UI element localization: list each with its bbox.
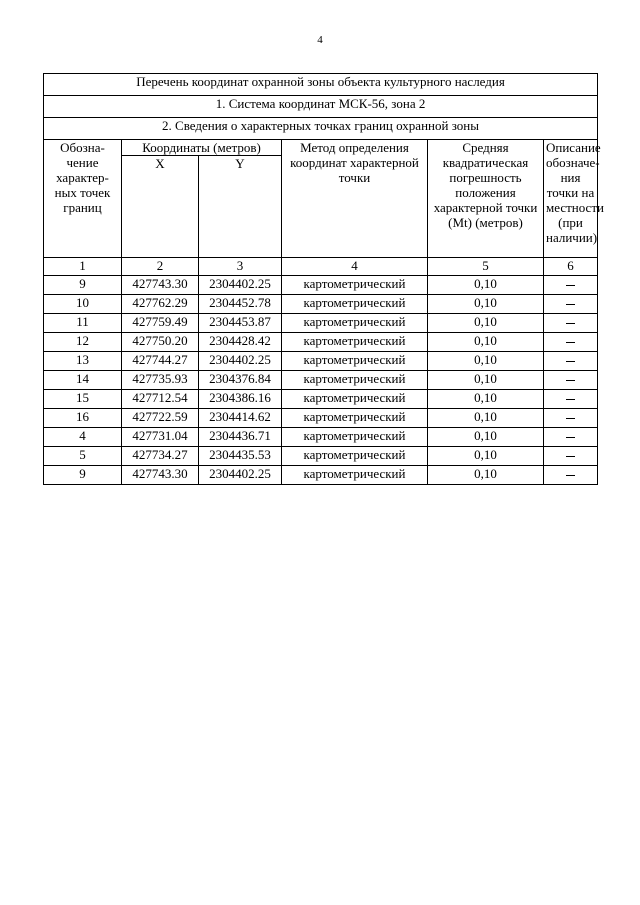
- x-cell: 427750.20: [122, 333, 199, 352]
- x-cell: 427712.54: [122, 390, 199, 409]
- x-cell: 427759.49: [122, 314, 199, 333]
- y-cell: 2304452.78: [199, 295, 282, 314]
- table-row: [44, 409, 598, 428]
- y-cell: 2304414.62: [199, 409, 282, 428]
- coordinates-table: [43, 73, 604, 485]
- header-method: Метод определения координат характерной точки: [282, 140, 428, 258]
- method-cell: картометрический: [282, 409, 428, 428]
- y-cell: 2304376.84: [199, 371, 282, 390]
- description-cell: [544, 390, 598, 409]
- error-cell: 0,10: [428, 447, 544, 466]
- point-cell: 4: [44, 428, 122, 447]
- x-cell: 427734.27: [122, 447, 199, 466]
- error-cell: 0,10: [428, 314, 544, 333]
- dash-mark: [566, 361, 575, 362]
- dash-mark: [566, 456, 575, 457]
- method-cell: картометрический: [282, 466, 428, 485]
- header-point-label: Обозна-чение характер-ных точек границ: [44, 140, 122, 258]
- dash-mark: [566, 418, 575, 419]
- description-cell: [544, 466, 598, 485]
- point-cell: 5: [44, 447, 122, 466]
- description-cell: [544, 371, 598, 390]
- x-cell: 427731.04: [122, 428, 199, 447]
- method-cell: картометрический: [282, 371, 428, 390]
- header-description: Описание обозначе-ния точки на местности (при наличии): [544, 140, 598, 258]
- section-1-heading: 1. Система координат МСК-56, зона 2: [44, 96, 598, 118]
- description-cell: [544, 409, 598, 428]
- x-cell: 427735.93: [122, 371, 199, 390]
- method-cell: картометрический: [282, 314, 428, 333]
- table-row: [44, 466, 598, 485]
- method-cell: картометрический: [282, 295, 428, 314]
- dash-mark: [566, 285, 575, 286]
- description-cell: [544, 276, 598, 295]
- error-cell: 0,10: [428, 371, 544, 390]
- dash-mark: [566, 380, 575, 381]
- dash-mark: [566, 304, 575, 305]
- point-cell: 14: [44, 371, 122, 390]
- x-cell: 427743.30: [122, 466, 199, 485]
- error-cell: 0,10: [428, 390, 544, 409]
- table-title: Перечень координат охранной зоны объекта культурного наследия: [44, 74, 598, 96]
- method-cell: картометрический: [282, 352, 428, 371]
- dash-mark: [566, 399, 575, 400]
- y-cell: 2304428.42: [199, 333, 282, 352]
- page-number: 4: [317, 34, 323, 46]
- description-cell: [544, 447, 598, 466]
- method-cell: картометрический: [282, 276, 428, 295]
- column-number: 4: [282, 258, 428, 276]
- dash-mark: [566, 342, 575, 343]
- point-cell: 12: [44, 333, 122, 352]
- section-1-row: [44, 96, 598, 118]
- header-coordinates: Координаты (метров): [122, 140, 282, 156]
- y-cell: 2304402.25: [199, 466, 282, 485]
- x-cell: 427744.27: [122, 352, 199, 371]
- description-cell: [544, 333, 598, 352]
- error-cell: 0,10: [428, 428, 544, 447]
- table-row: [44, 447, 598, 466]
- method-cell: картометрический: [282, 390, 428, 409]
- header-y: Y: [199, 156, 282, 258]
- table-row: [44, 428, 598, 447]
- y-cell: 2304435.53: [199, 447, 282, 466]
- method-cell: картометрический: [282, 447, 428, 466]
- error-cell: 0,10: [428, 333, 544, 352]
- point-cell: 9: [44, 276, 122, 295]
- point-cell: 10: [44, 295, 122, 314]
- table-row: [44, 333, 598, 352]
- point-cell: 16: [44, 409, 122, 428]
- description-cell: [544, 352, 598, 371]
- coordinates-table-body: [44, 74, 604, 485]
- column-number: 1: [44, 258, 122, 276]
- error-cell: 0,10: [428, 409, 544, 428]
- error-cell: 0,10: [428, 276, 544, 295]
- x-cell: 427762.29: [122, 295, 199, 314]
- error-cell: 0,10: [428, 466, 544, 485]
- point-cell: 13: [44, 352, 122, 371]
- header-x: X: [122, 156, 199, 258]
- table-row: [44, 390, 598, 409]
- dash-mark: [566, 323, 575, 324]
- table-row: [44, 295, 598, 314]
- dash-mark: [566, 437, 575, 438]
- point-cell: 9: [44, 466, 122, 485]
- section-2-heading: 2. Сведения о характерных точках границ охранной зоны: [44, 118, 598, 140]
- y-cell: 2304402.25: [199, 352, 282, 371]
- table-row: [44, 352, 598, 371]
- x-cell: 427722.59: [122, 409, 199, 428]
- y-cell: 2304386.16: [199, 390, 282, 409]
- column-number: 2: [122, 258, 199, 276]
- y-cell: 2304402.25: [199, 276, 282, 295]
- column-number-row: [44, 258, 598, 276]
- description-cell: [544, 314, 598, 333]
- column-number: 6: [544, 258, 598, 276]
- method-cell: картометрический: [282, 333, 428, 352]
- header-row: [44, 140, 598, 156]
- table-title-row: [44, 74, 598, 96]
- description-cell: [544, 428, 598, 447]
- y-cell: 2304453.87: [199, 314, 282, 333]
- table-row: [44, 371, 598, 390]
- y-cell: 2304436.71: [199, 428, 282, 447]
- table-row: [44, 314, 598, 333]
- column-number: 3: [199, 258, 282, 276]
- method-cell: картометрический: [282, 428, 428, 447]
- header-error: Средняя квадратическая погрешность положения характерной точки (Mt) (метров): [428, 140, 544, 258]
- section-2-row: [44, 118, 598, 140]
- dash-mark: [566, 475, 575, 476]
- error-cell: 0,10: [428, 295, 544, 314]
- table-row: [44, 276, 598, 295]
- point-cell: 15: [44, 390, 122, 409]
- error-cell: 0,10: [428, 352, 544, 371]
- description-cell: [544, 295, 598, 314]
- point-cell: 11: [44, 314, 122, 333]
- column-number: 5: [428, 258, 544, 276]
- x-cell: 427743.30: [122, 276, 199, 295]
